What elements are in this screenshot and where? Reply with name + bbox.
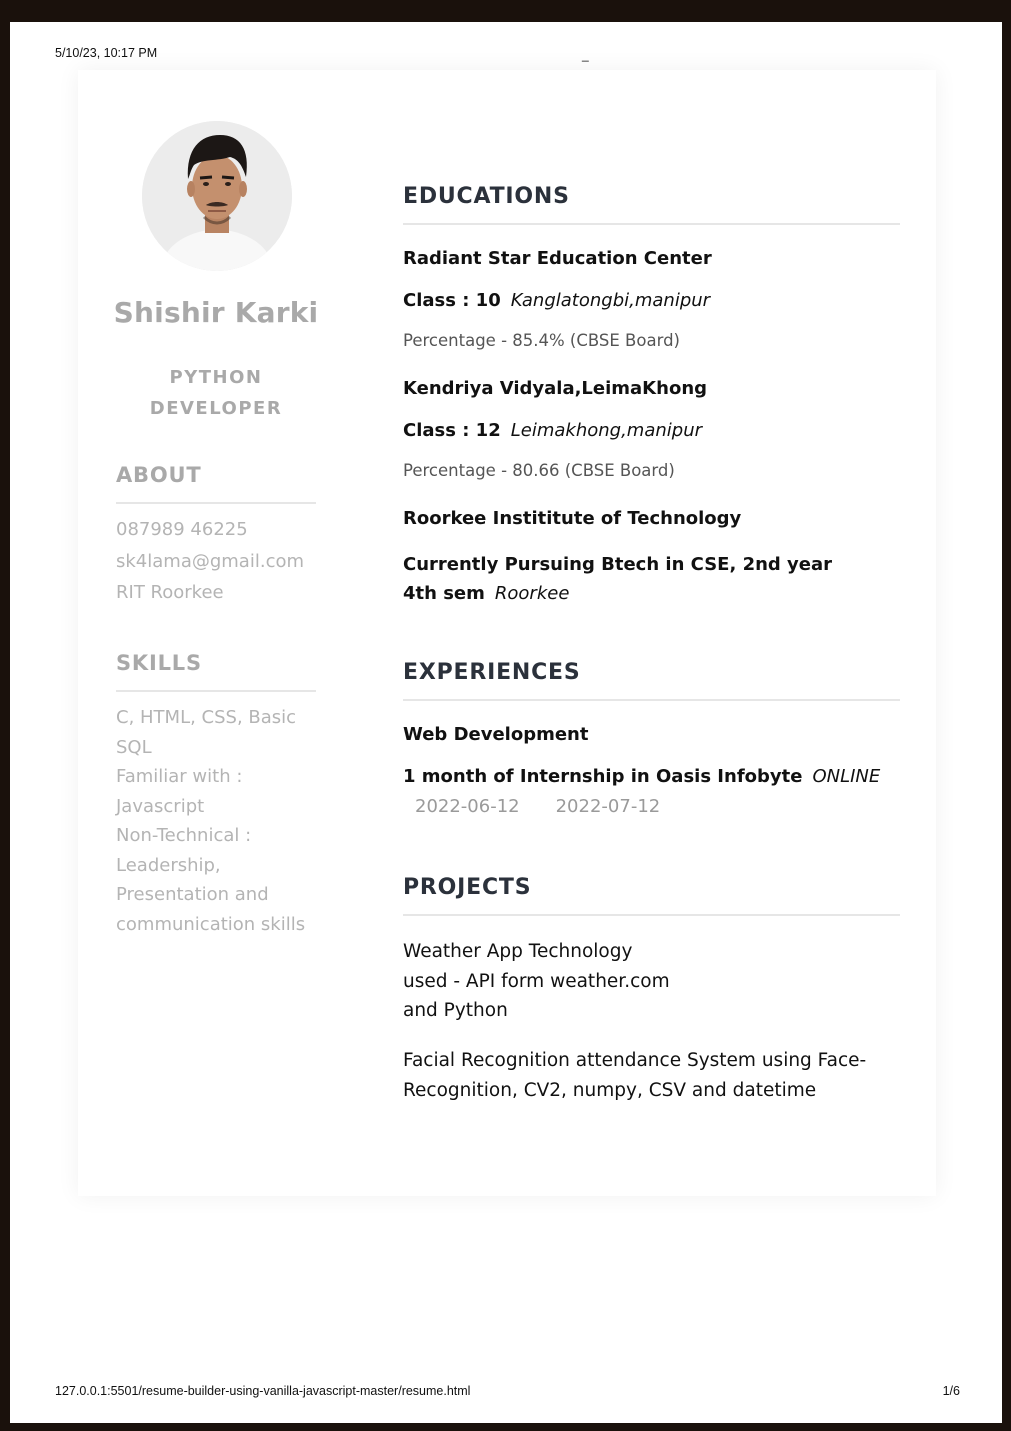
about-email: sk4lama@gmail.com xyxy=(116,550,305,572)
projects-divider xyxy=(403,914,900,916)
skills-divider xyxy=(116,690,316,692)
printed-page xyxy=(10,22,1002,1423)
profile-role-line: DEVELOPER xyxy=(149,398,283,419)
education-class xyxy=(403,290,900,311)
resume-card xyxy=(78,70,936,1196)
skills-heading: SKILLS xyxy=(116,651,202,675)
education-divider xyxy=(403,223,900,225)
education-institution: Roorkee Instititute of Technology xyxy=(403,508,742,529)
projects-heading: PROJECTS xyxy=(403,875,532,900)
skill-item: Non-Technical : Leadership, Presentation and communication skills xyxy=(116,825,306,935)
skill-item: C, HTML, CSS, Basic SQL xyxy=(116,707,297,758)
experience-dates xyxy=(415,796,912,817)
experience-divider xyxy=(403,699,900,701)
about-details xyxy=(116,514,321,609)
education-location: Roorkee xyxy=(494,583,570,604)
education-percentage: Percentage - 80.66 (CBSE Board) xyxy=(403,461,675,480)
education-class xyxy=(403,420,900,441)
about-heading: ABOUT xyxy=(116,463,202,487)
education-class-title: Class : 12 xyxy=(403,420,501,441)
project-item: Facial Recognition attendance System using Face- Recognition, CV2, numpy, CSV and datetime xyxy=(403,1050,867,1101)
experience-end-date: 2022-07-12 xyxy=(555,796,661,817)
education-institution: Kendriya Vidyala,LeimaKhong xyxy=(403,378,708,399)
education-class xyxy=(403,550,853,608)
education-percentage: Percentage - 85.4% (CBSE Board) xyxy=(403,331,680,350)
education-institution: Radiant Star Education Center xyxy=(403,248,712,269)
about-phone: 087989 46225 xyxy=(116,519,248,540)
education-heading: EDUCATIONS xyxy=(403,184,570,209)
experience-position-text: 1 month of Internship in Oasis Infobyte xyxy=(403,766,803,787)
print-footer-url: 127.0.0.1:5501/resume-builder-using-vanilla-javascript-master/resume.html xyxy=(55,1384,471,1398)
education-class-title: Currently Pursuing Btech in CSE, 2nd year 4th sem xyxy=(403,554,833,604)
about-address: RIT Roorkee xyxy=(116,582,224,603)
print-header-title: _ xyxy=(582,48,589,62)
profile-name: Shishir Karki xyxy=(113,296,319,329)
experience-mode: ONLINE xyxy=(812,766,881,787)
education-location: Kanglatongbi,manipur xyxy=(510,290,711,311)
skills-list xyxy=(116,703,326,939)
education-location: Leimakhong,manipur xyxy=(510,420,703,441)
skill-item: Familiar with : Javascript xyxy=(116,766,243,817)
experience-heading: EXPERIENCES xyxy=(403,660,581,685)
profile-photo-portrait xyxy=(142,121,292,271)
experience-position xyxy=(403,766,900,787)
experience-title: Web Development xyxy=(403,724,589,745)
education-class-title: Class : 10 xyxy=(403,290,501,311)
print-header-datetime: 5/10/23, 10:17 PM xyxy=(55,46,158,60)
experience-start-date: 2022-06-12 xyxy=(415,796,520,817)
profile-photo xyxy=(142,121,292,271)
profile-role xyxy=(116,362,316,424)
project-item: Weather App Technology used - API form weather.com and Python xyxy=(403,941,670,1021)
print-footer-page-number: 1/6 xyxy=(942,1384,960,1398)
profile-role-line: PYTHON xyxy=(169,367,263,388)
about-divider xyxy=(116,502,316,504)
